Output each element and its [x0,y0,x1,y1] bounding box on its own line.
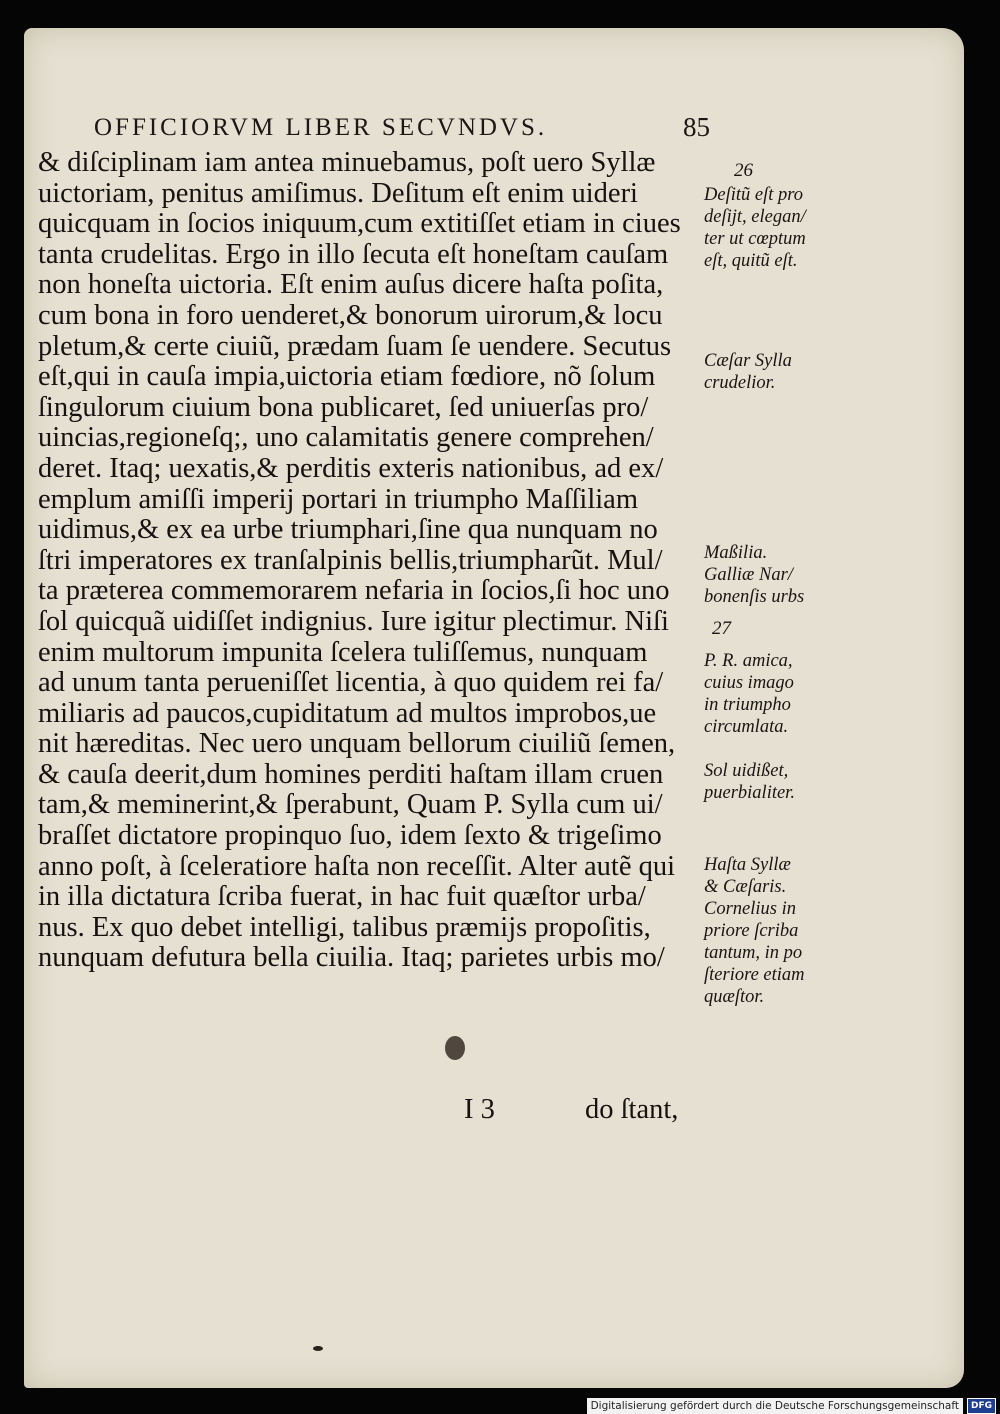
text-line: & cauſa deerit,dum homines perditi haſtam illam cruen [38,759,664,790]
margin-note-desitum [704,184,834,272]
text-line: uidimus,& ex ea urbe triumphari,ſine qua nunquam no [38,515,658,546]
text-line: anno poſt, à ſceleratiore haſta non receſſit. Alter autẽ qui [38,851,676,882]
text-line: ta præterea commemorarem nefaria in ſocios,ſi hoc uno [38,576,670,607]
text-line: enim multorum impunita ſcelera tuliſſemus, nunquam [38,637,648,668]
margin-line: deſijt, elegan/ [704,207,806,227]
text-line: nus. Ex quo debet intelligi, talibus præmijs propoſitis, [38,912,651,943]
margin-line: bonenſis urbs [704,587,805,607]
text-line: quicquam in ſocios iniquum,cum extitiſſet etiam in ciues [38,209,681,240]
margin-line: cuius imago [704,673,794,693]
main-text-block [38,148,698,974]
margin-note-hasta [704,854,834,1008]
text-line: uincias,regioneſq;, uno calamitatis genere comprehen/ [38,423,654,454]
text-line: pletum,& certe ciuiũ, prædam ſuam ſe uendere. Secutus [38,331,672,362]
margin-number-26: 26 [734,160,753,181]
margin-line: ter ut cœptum [704,229,806,249]
page-mark [313,1346,323,1351]
page-number: 85 [683,112,710,142]
margin-line: Maßilia. [704,543,768,563]
margin-line: Sol uidißet, [704,761,789,781]
margin-line: puerbialiter. [704,783,795,803]
margin-note-massilia [704,542,834,608]
margin-line: priore ſcriba [704,921,799,941]
text-line: ſol quicquã uidiſſet indignius. Iure igitur plectimur. Niſi [38,606,669,637]
text-line: nit hæreditas. Nec uero unquam bellorum ciuiliũ ſemen, [38,729,676,760]
margin-line: Cornelius in [704,899,796,919]
margin-line: Deſitũ eſt pro [704,185,803,205]
running-header: OFFICIORVM LIBER SECVNDVS. [94,114,548,141]
margin-line: crudelior. [704,373,776,393]
margin-line: in triumpho [704,695,791,715]
funding-credit: Digitalisierung gefördert durch die Deutsche Forschungsgemeinschaft [587,1398,963,1414]
text-line: tam,& meminerint,& ſperabunt, Quam P. Sylla cum ui/ [38,790,663,821]
dfg-logo[interactable]: DFG [967,1398,996,1414]
margin-note-caesar [704,350,834,394]
catchword: do ſtant, [585,1094,679,1125]
text-line: ad unum tanta perueniſſet licentia, à quo quidem rei fa/ [38,668,664,699]
text-line: braſſet dictatore propinquo ſuo, idem ſexto & trigeſimo [38,821,662,852]
margin-note-sol [704,760,834,804]
margin-line: Haſta Syllæ [704,855,791,875]
text-line: deret. Itaq; uexatis,& perditis exteris nationibus, ad ex/ [38,453,664,484]
text-line: nunquam defutura bella ciuilia. Itaq; parietes urbis mo/ [38,943,665,974]
signature-mark: I 3 [464,1094,495,1125]
ink-blot [445,1036,465,1060]
margin-line: eſt, quitũ eſt. [704,251,798,271]
text-line: eſt,qui in cauſa impia,uictoria etiam fœdiore, nõ ſolum [38,362,656,393]
text-line: cum bona in foro uenderet,& bonorum uirorum,& locu [38,300,663,331]
text-line: in illa dictatura ſcriba fuerat, in hac fuit quæſtor urba/ [38,882,646,913]
text-line: non honeſta uictoria. Eſt enim auſus dicere haſta poſita, [38,270,664,301]
margin-line: quæſtor. [704,987,765,1007]
margin-line: Galliæ Nar/ [704,565,793,585]
text-line: emplum amiſſi imperij portari in triumpho Maſſiliam [38,484,638,515]
margin-line: P. R. amica, [704,651,793,671]
margin-line: tantum, in po [704,943,803,963]
text-line: tanta crudelitas. Ergo in illo ſecuta eſt honeſtam cauſam [38,239,669,270]
margin-line: circumlata. [704,717,789,737]
footer-bar [587,1398,996,1414]
margin-line: Cæſar Sylla [704,351,792,371]
margin-line: & Cæſaris. [704,877,787,897]
text-line: ſtri imperatores ex tranſalpinis bellis,triumpharũt. Mul/ [38,545,663,576]
margin-note-amica [704,650,834,738]
text-line: miliaris ad paucos,cupiditatum ad multos improbos,ue [38,698,657,729]
margin-line: ſteriore etiam [704,965,805,985]
text-line: & diſciplinam iam antea minuebamus, poſt uero Syllæ [38,148,656,178]
text-line: ſingulorum ciuium bona publicaret, ſed uniuerſas pro/ [38,392,649,423]
margin-number-27: 27 [712,618,731,639]
text-line: uictoriam, penitus amiſimus. Deſitum eſt enim uideri [38,178,638,209]
